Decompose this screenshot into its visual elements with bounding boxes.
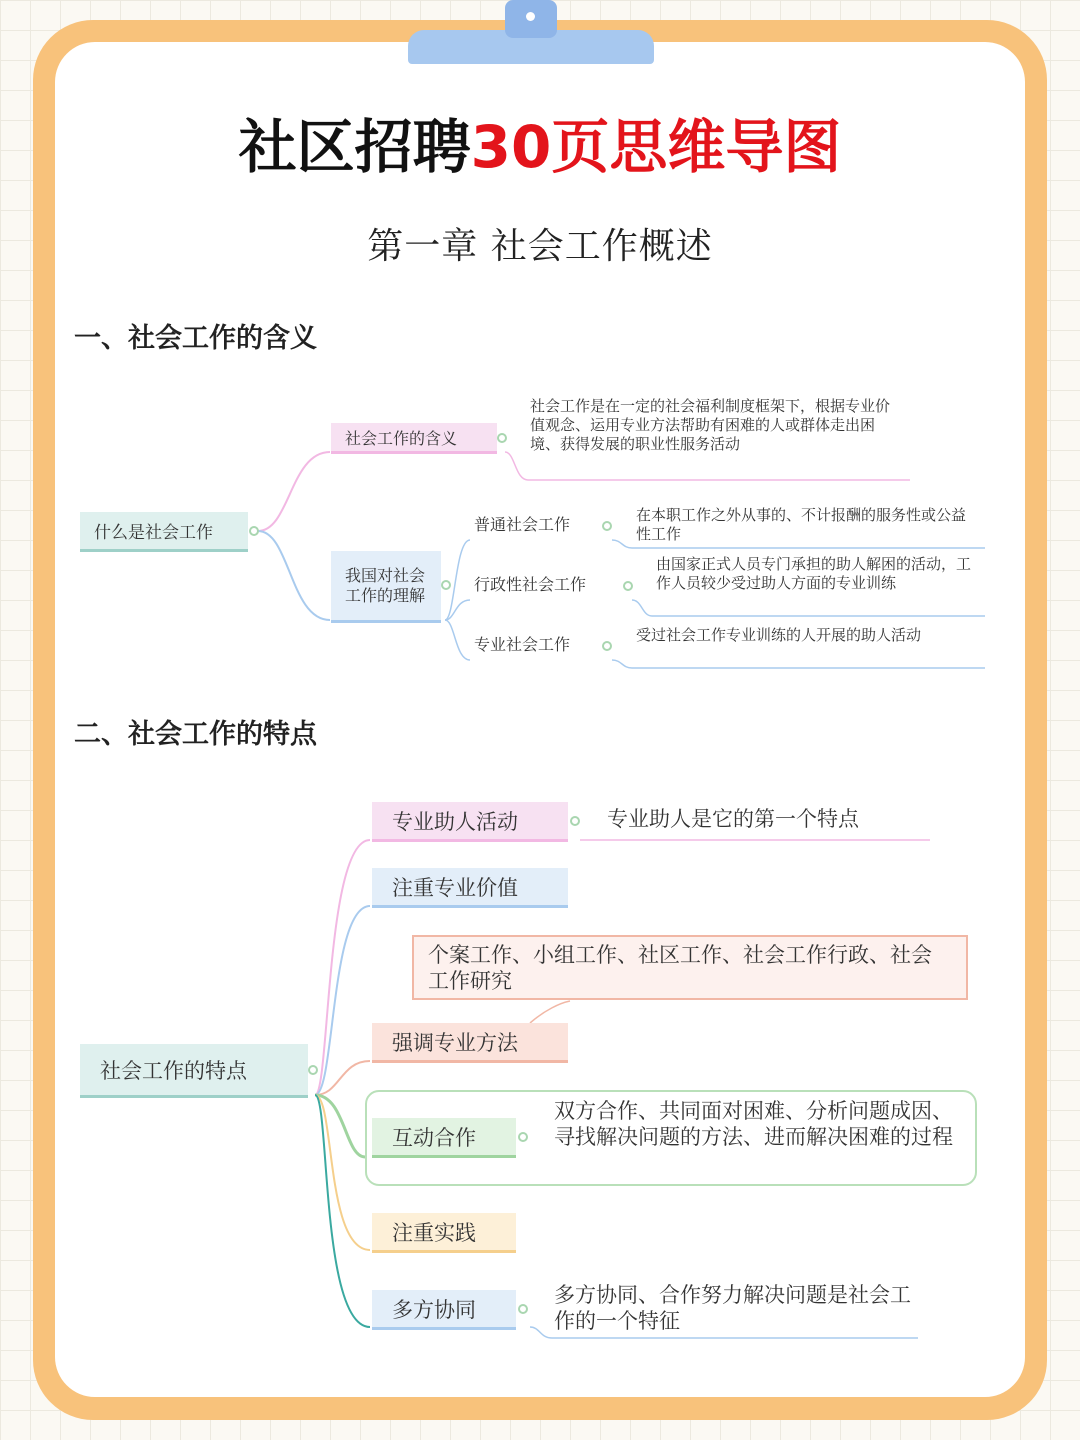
feature-label: 注重实践 xyxy=(392,1220,476,1245)
node-understanding xyxy=(331,551,441,623)
root-node-features xyxy=(80,1044,308,1098)
meaning-label: 社会工作的含义 xyxy=(345,428,458,448)
feature-label: 专业助人活动 xyxy=(392,809,518,834)
feature-label: 强调专业方法 xyxy=(392,1030,518,1055)
feature-desc: 专业助人是它的第一个特点 xyxy=(607,807,859,831)
feature-label: 互动合作 xyxy=(392,1125,476,1150)
understanding-item-label: 行政性社会工作 xyxy=(474,575,587,594)
understanding-item-desc: 由国家正式人员专门承担的助人解困的活动，工作人员较少受过助人方面的专业训练 xyxy=(656,555,972,592)
collapse-dot-icon xyxy=(623,581,633,591)
feature-label: 注重专业价值 xyxy=(392,875,518,900)
collapse-dot-icon xyxy=(518,1304,528,1314)
root-node-what-is-social-work xyxy=(80,512,248,552)
collapse-dot-icon xyxy=(308,1065,318,1075)
collapse-dot-icon xyxy=(518,1132,528,1142)
feature-label: 多方协同 xyxy=(392,1297,476,1322)
feature-node xyxy=(372,1213,516,1253)
collapse-dot-icon xyxy=(497,433,507,443)
title-part1: 社区招聘 xyxy=(238,113,471,181)
understanding-item-label: 专业社会工作 xyxy=(474,635,571,654)
feature-node xyxy=(372,1118,516,1158)
title-part2: 30页思维导图 xyxy=(470,113,842,181)
collapse-dot-icon xyxy=(602,641,612,651)
chapter-title: 第一章 社会工作概述 xyxy=(367,226,713,267)
collapse-dot-icon xyxy=(602,521,612,531)
understanding-item-label: 普通社会工作 xyxy=(474,515,571,534)
feature-node xyxy=(372,1290,516,1330)
feature-desc: 双方合作、共同面对困难、分析问题成因、寻找解决问题的方法、进而解决困难的过程 xyxy=(554,1099,953,1150)
feature-desc: 多方协同、合作努力解决问题是社会工作的一个特征 xyxy=(554,1283,911,1334)
understanding-label: 我国对社会工作的理解 xyxy=(345,565,426,605)
meaning-desc: 社会工作是在一定的社会福利制度框架下，根据专业价值观念、运用专业方法帮助有困难的人或群体走出困境、获得发展的职业性服务活动 xyxy=(530,397,891,453)
understanding-item-desc: 受过社会工作专业训练的人开展的助人活动 xyxy=(636,626,922,644)
feature-node xyxy=(372,802,568,842)
node-meaning xyxy=(331,423,497,454)
feature-desc: 个案工作、小组工作、社区工作、社会工作行政、社会工作研究 xyxy=(428,943,932,994)
root-label: 社会工作的特点 xyxy=(100,1058,247,1083)
understanding-item-desc: 在本职工作之外从事的、不计报酬的服务性或公益性工作 xyxy=(636,506,967,543)
root-label: 什么是社会工作 xyxy=(94,523,213,543)
section1-heading: 一、社会工作的含义 xyxy=(74,323,317,354)
section2-heading: 二、社会工作的特点 xyxy=(74,719,317,750)
feature-node xyxy=(372,1023,568,1063)
collapse-dot-icon xyxy=(441,580,451,590)
feature-node xyxy=(372,868,568,908)
collapse-dot-icon xyxy=(249,526,259,536)
collapse-dot-icon xyxy=(570,816,580,826)
